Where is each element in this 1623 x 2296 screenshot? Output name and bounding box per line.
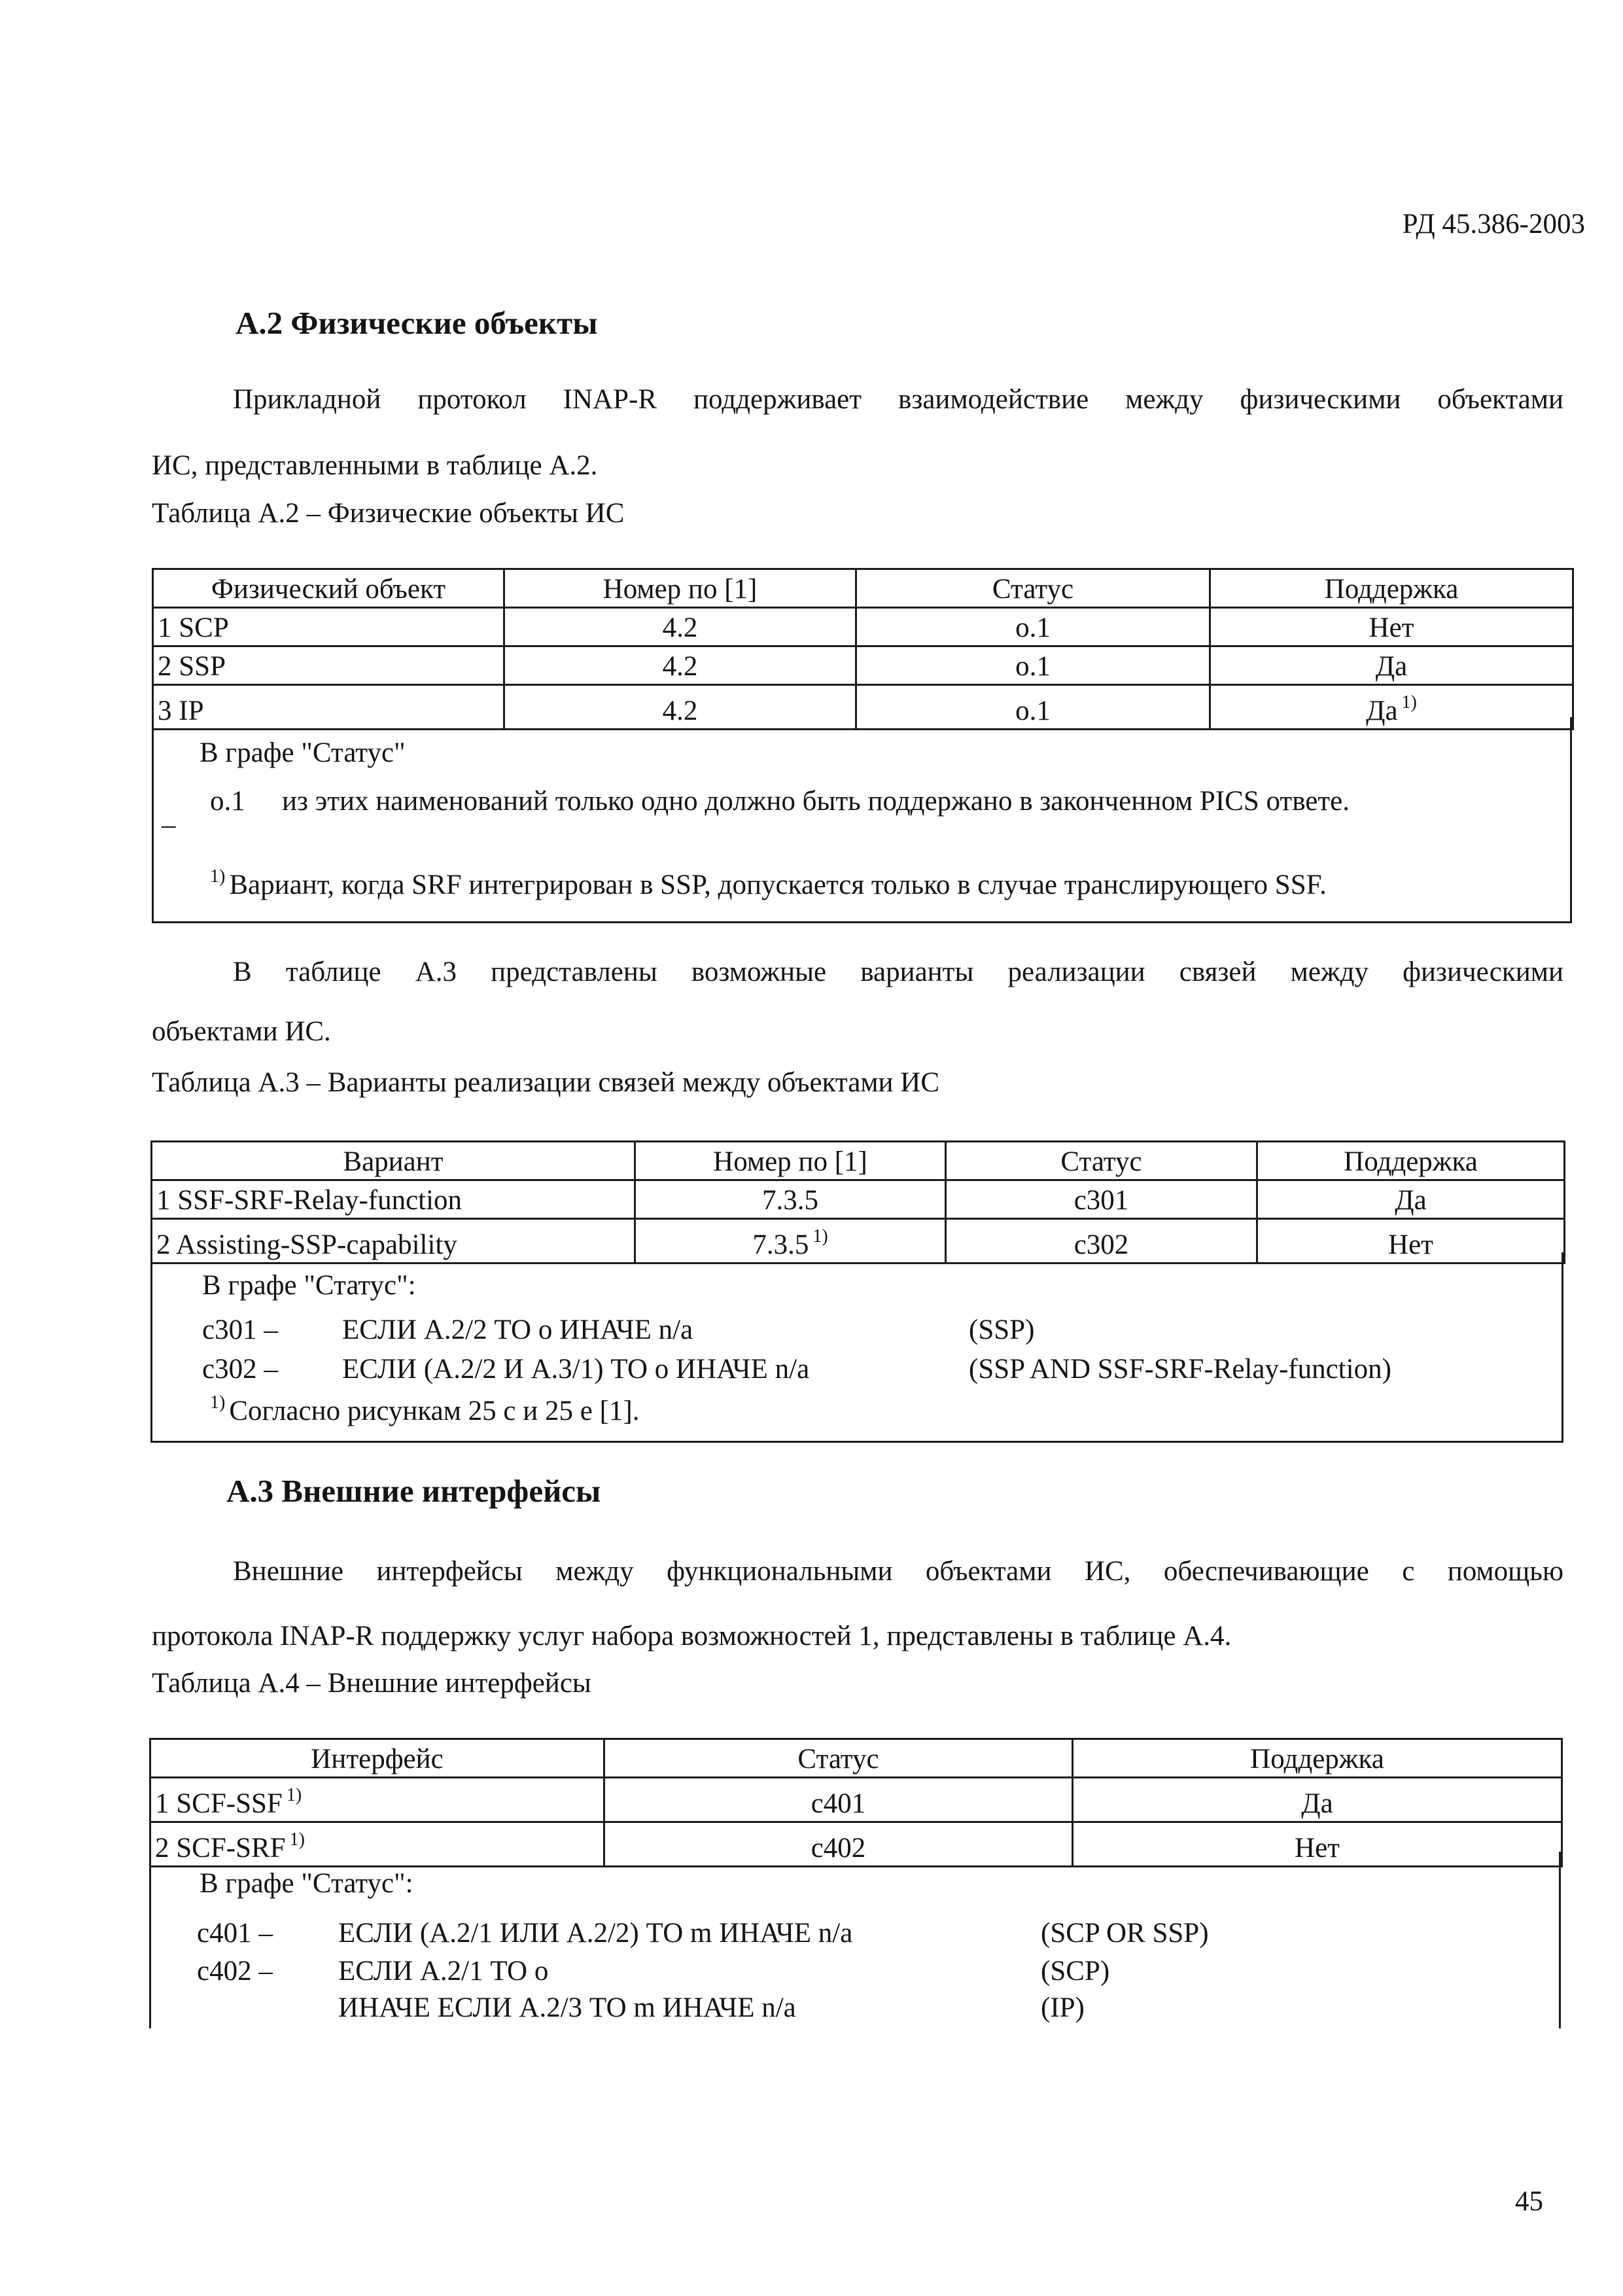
- table-a4: [149, 1738, 1563, 1867]
- table-a2-header-object: Физический объект: [153, 569, 504, 608]
- paragraph-a3-interfaces-line2: протокола INAP-R поддержку услуг набора возможностей 1, представлены в таблице А.4.: [152, 1621, 1232, 1651]
- table-a3-footnote: [210, 1392, 640, 1427]
- table-a3-header-variant: Вариант: [152, 1142, 635, 1180]
- table-a2-object-cell: 3 IP: [153, 685, 504, 730]
- table-a4-note-objects: (SCP): [1041, 1956, 1110, 1987]
- table-a4-note-code: c401 –: [197, 1918, 273, 1949]
- footnote-marker: 1): [210, 1392, 226, 1413]
- table-a4-status-cell: c402: [604, 1822, 1073, 1867]
- table-a2-header-support: Поддержка: [1210, 569, 1573, 608]
- table-a4-note-rule: ЕСЛИ (А.2/1 ИЛИ А.2/2) ТО m ИНАЧЕ n/a: [338, 1918, 853, 1949]
- table-a3-support-cell: Да: [1257, 1180, 1565, 1219]
- section-heading-a3: А.3 Внешние интерфейсы: [226, 1473, 601, 1509]
- table-a4-header-status: Статус: [604, 1739, 1073, 1778]
- page-number: 45: [1515, 2186, 1543, 2217]
- table-a2-header-number: Номер по [1]: [504, 569, 856, 608]
- table-a4-header-support: Поддержка: [1073, 1739, 1562, 1778]
- table-a3-note-code: c301 –: [202, 1315, 278, 1345]
- table-a3-variant-cell: 2 Assisting-SSP-capability: [152, 1219, 635, 1263]
- table-a2-support-cell: Нет: [1210, 608, 1573, 646]
- table-a4-interface-cell: [150, 1778, 604, 1822]
- footnote-marker: 1): [210, 866, 226, 887]
- table-a2-header-status: Статус: [856, 569, 1210, 608]
- table-a2-status-cell: o.1: [856, 646, 1210, 685]
- paragraph-a3-interfaces: [152, 1539, 1563, 1669]
- table-a2-header-row: [153, 569, 1573, 608]
- table-a4-support-cell: Нет: [1073, 1822, 1562, 1867]
- table-a2-notes: [152, 717, 1572, 923]
- table-a4-note-rule: ЕСЛИ А.2/1 ТО o: [338, 1956, 549, 1987]
- table-a2-note-dash: –: [162, 809, 176, 840]
- table-a2-note-code: o.1: [210, 786, 245, 817]
- table-row: [153, 646, 1573, 685]
- table-a3-header-status: Статус: [946, 1142, 1257, 1180]
- table-a2-notes-title: В графе "Статус": [200, 737, 406, 768]
- table-a3-status-cell: c301: [946, 1180, 1257, 1219]
- table-a2-support-cell: Да: [1210, 646, 1573, 685]
- table-row: [153, 608, 1573, 646]
- table-a2-support-value: Да: [1366, 696, 1398, 726]
- table-a2-caption: Таблица А.2 – Физические объекты ИС: [152, 498, 625, 529]
- table-a2-number-cell: 4.2: [504, 685, 856, 730]
- table-a3-caption: Таблица А.3 – Варианты реализации связей между объектами ИС: [152, 1067, 940, 1098]
- paragraph-a2-line1: Прикладной протокол INAP-R поддерживает взаимодействие между физическими объектами: [233, 384, 1563, 415]
- table-a2-status-cell: o.1: [856, 685, 1210, 730]
- table-a3-note-objects: (SSP AND SSF-SRF-Relay-function): [969, 1354, 1391, 1385]
- table-a4-support-cell: Да: [1073, 1778, 1562, 1822]
- table-a4-status-cell: c401: [604, 1778, 1073, 1822]
- footnote-marker: 1): [286, 1785, 302, 1805]
- table-row: [150, 1778, 1562, 1822]
- table-a4-interface-value: 2 SCF-SRF: [155, 1833, 286, 1863]
- table-a2-footnote-text: Вариант, когда SRF интегрирован в SSP, допускается только в случае транслирующего SSF.: [229, 870, 1327, 900]
- table-a4-interface-value: 1 SCF-SSF: [155, 1788, 283, 1819]
- table-a2-footnote: [210, 866, 1327, 901]
- table-a4-notes-title: В графе "Статус":: [200, 1868, 413, 1899]
- table-a3-header-support: Поддержка: [1257, 1142, 1565, 1180]
- table-a4-note-rule: ИНАЧЕ ЕСЛИ А.2/3 ТО m ИНАЧЕ n/a: [338, 1992, 796, 2023]
- table-a3-note-code: c302 –: [202, 1354, 278, 1385]
- table-a4-header-row: [150, 1739, 1562, 1778]
- table-a3-note-objects: (SSP): [969, 1315, 1035, 1345]
- paragraph-a3-line2: объектами ИС.: [152, 1016, 331, 1047]
- table-a2-number-cell: 4.2: [504, 608, 856, 646]
- table-a3-variant-cell: 1 SSF-SRF-Relay-function: [152, 1180, 635, 1219]
- table-a3-number-cell: 7.3.5: [635, 1180, 946, 1219]
- table-a2-note-text: из этих наименований только одно должно быть поддержано в законченном PICS ответе.: [282, 786, 1350, 817]
- table-a3: [150, 1140, 1565, 1264]
- paragraph-a3: [152, 942, 1563, 1061]
- table-a3-status-cell: c302: [946, 1219, 1257, 1263]
- table-a4-notes: [149, 1852, 1561, 2028]
- table-a3-support-cell: Нет: [1257, 1219, 1565, 1263]
- table-a2-number-cell: 4.2: [504, 646, 856, 685]
- table-a2-object-cell: 2 SSP: [153, 646, 504, 685]
- table-a3-note-rule: ЕСЛИ А.2/2 ТО o ИНАЧЕ n/a: [342, 1315, 693, 1345]
- table-a2: [152, 568, 1574, 730]
- paragraph-a3-line1: В таблице А.3 представлены возможные варианты реализации связей между физическими: [233, 957, 1563, 987]
- table-a3-header-row: [152, 1142, 1565, 1180]
- table-a3-note-rule: ЕСЛИ (А.2/2 И А.3/1) ТО o ИНАЧЕ n/a: [342, 1354, 810, 1385]
- section-heading-a2: А.2 Физические объекты: [236, 305, 598, 341]
- table-a3-footnote-text: Согласно рисункам 25 c и 25 e [1].: [229, 1396, 640, 1426]
- table-a4-note-objects: (IP): [1041, 1992, 1085, 2023]
- footnote-marker: 1): [1401, 692, 1417, 713]
- footnote-marker: 1): [289, 1829, 305, 1850]
- table-a4-note-objects: (SCP OR SSP): [1041, 1918, 1209, 1949]
- table-a2-object-cell: 1 SCP: [153, 608, 504, 646]
- table-a3-header-number: Номер по [1]: [635, 1142, 946, 1180]
- table-a2-status-cell: o.1: [856, 608, 1210, 646]
- footnote-marker: 1): [812, 1226, 828, 1246]
- paragraph-a2-line2: ИС, представленными в таблице А.2.: [152, 450, 598, 481]
- table-a4-header-interface: Интерфейс: [150, 1739, 604, 1778]
- table-a4-note-code: c402 –: [197, 1956, 273, 1987]
- table-a3-number-value: 7.3.5: [752, 1229, 809, 1260]
- table-a3-notes-title: В графе "Статус":: [202, 1270, 416, 1301]
- paragraph-a2: [152, 366, 1563, 499]
- paragraph-a3-interfaces-line1: Внешние интерфейсы между функциональными объектами ИС, обеспечивающие с помощью: [233, 1556, 1563, 1587]
- table-a3-notes: [150, 1252, 1563, 1443]
- document-id: РД 45.386-2003: [1402, 209, 1585, 239]
- table-row: [152, 1180, 1565, 1219]
- table-a4-caption: Таблица А.4 – Внешние интерфейсы: [152, 1668, 591, 1699]
